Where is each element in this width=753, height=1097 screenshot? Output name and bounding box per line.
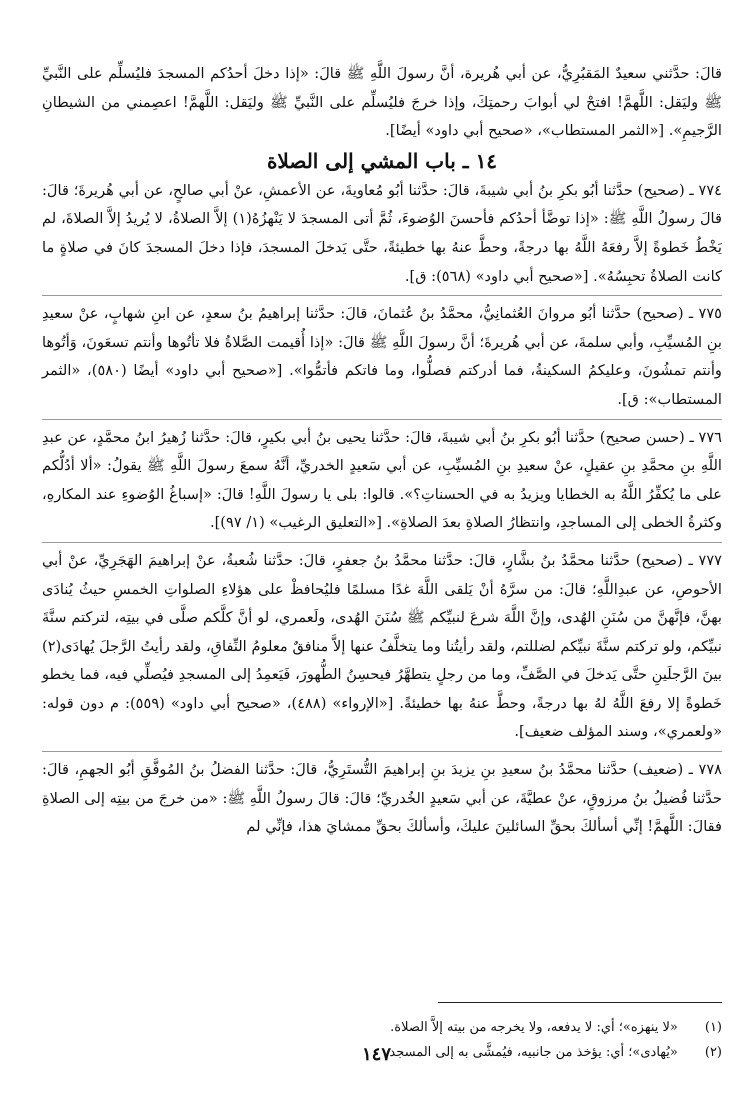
separator xyxy=(42,295,722,296)
footnote-rule xyxy=(438,1002,722,1003)
footnote-text: «لا ينهزه»؛ أي: لا يدفعه، ولا يخرجه من بيته إلاَّ الصلاة. xyxy=(390,1020,678,1035)
page-number: ١٤٧ xyxy=(361,1044,391,1065)
separator xyxy=(42,419,722,420)
footnote-text: «يُهادى»؛ أي: يؤخذ من جانبيه، فيُمشَّى به إلى المسجد. xyxy=(385,1045,678,1060)
footnote-number: (٢) xyxy=(704,1045,722,1060)
separator xyxy=(42,542,722,543)
separator xyxy=(42,751,722,752)
page-body xyxy=(42,60,722,842)
chapter-heading: ١٤ ـ باب المشي إلى الصلاة xyxy=(266,148,498,173)
footnote-number: (١) xyxy=(704,1020,722,1035)
hadith-777: ٧٧٧ ـ (صحيح) حدَّثنا محمَّدُ بنُ بشَّارٍ، قالَ: حدَّثنا محمَّدُ بنُ جعفرٍ، قالَ: حدَّثنا شُعبةُ، عنْ إبراهيمَ الهَجَرِيِّ، عنْ أبي الأحوصِ، عن عبدِاللَّهِ؛ قالَ: من سرَّهُ أنْ يَلقى اللَّهَ غدًا مسلمًا فليُحافظْ على هؤلاءِ الصلواتِ الخمسِ حيثُ يُنادَى بهنَّ، فإنَّهنَّ من سُنَنِ الهُدى، وإنَّ اللَّهَ شرعَ لنبيِّكم ﷺ سُنَنَ الهُدى، ولَعمري، لو أنَّ كلَّكم صلَّى في بيتِه، لتركتم سنَّةَ نبيِّكم، ولو تركتم سنَّةَ نبيِّكم لضللتم، ولقد رأيتُنا وما يتخلَّفُ عنها إلاَّ منافقٌ معلومُ النِّفاقِ، ولقد رأيتُ الرَّجلَ يُهادَى(٢) بينَ الرَّجلَينِ حتَّى يَدخلَ في الصَّفِّ، وما من رجلٍ يتطهَّرُ فيحسِنُ الطُّهورَ، فَيَعمِدُ إلى المسجدِ فيُصلِّي فيه، فما يخطو خَطوةً إلا رفعَ اللَّهُ لهُ بها درجةً، وحطَّ عنهُ بها خطيئةً. [«الإرواء» (٤٨٨)، «صحيح أبي داود» (٥٥٩): م دون قوله: «ولعمري»، وسند المؤلف ضعيف]. xyxy=(42,551,722,741)
hadith-775: ٧٧٥ ـ (صحيح) حدَّثنا أبُو مروانَ العُثمانِيُّ، محمَّدُ بنُ عُثمانَ، قالَ: حدَّثنا إبراهيمُ بنُ سعدٍ، عن ابنِ شهابٍ، عنْ سعيدِ بنِ المُسيِّبِ، وأبي سلمةَ، عن أبي هُريرةَ؛ أنَّ رسولَ اللَّهِ ﷺ قالَ: «إذا أُقيمت الصَّلاةُ فلا تأتُوها وأنتم تسعَونَ، وَأتُوها وأنتم تمشُونَ، وعليكمُ السكينةُ، فما أدركتم فصلُّوا، وما فاتكم فأتمُّوا». [«صحيح أبي داود» أيضًا (٥٨٠)، «الثمر المستطاب»: ق]. xyxy=(42,305,722,408)
intro-paragraph: قالَ: حدَّثني سعيدٌ المَقبُرِيُّ، عن أبي هُريرة، أنَّ رسولَ اللَّهِ ﷺ قالَ: «إذا دخلَ أحدُكم المسجدَ فليُسلِّم على النَّبيِّ ﷺ وليَقل: اللَّهمَّ! افتحْ لي أبوابَ رحمتِكَ، وإذا خرجَ فليُسلِّم على النَّبيِّ ﷺ وليَقل: اللَّهمَّ! اعصِمني من الشيطانِ الرَّجيمِ». [«الثمر المستطاب»، «صحيح أبي داود» أيضًا]. xyxy=(42,65,722,140)
hadith-774: ٧٧٤ ـ (صحيح) حدَّثنا أبُو بكرِ بنُ أبي شيبةَ، قالَ: حدَّثنا أبُو مُعاويةَ، عن الأعمشِ، عنْ أبي صالحٍ، عن أبي هُريرةَ؛ قالَ: قالَ رسولُ اللَّهِ ﷺ: «إذا توضَّأ أحدُكم فأحسنَ الوُضوءَ، ثُمَّ أتى المسجدَ لا يَنْهزُهُ(١) إلاَّ الصلاةُ، لا يُريدُ إلاَّ الصلاةَ، لم يَخْطُ خَطوةً إلاَّ رفعَهُ اللَّهُ بها درجةً، وحطَّ عنهُ بها خطيئةً، حتَّى يَدخلَ المسجدَ، فإذا دخلَ المسجدَ كانَ في صلاةٍ ما كانت الصلاةُ تحبِسُهُ». [«صحيح أبي داود» (٥٦٨): ق]. xyxy=(42,181,722,285)
hadith-778: ٧٧٨ ـ (ضعيف) حدَّثنا محمَّدُ بنُ سعيدِ بنِ يزيدَ بنِ إبراهيمَ التُّستَرِيُّ، قالَ: حدَّثنا الفضلُ بنُ المُوفَّقِ أبُو الجهمِ، قالَ: حدَّثنا فُضيلُ بنُ مرزوقٍ، عنْ عطيَّةَ، عن أبي سَعيدٍ الخُدريِّ؛ قالَ: قالَ رسولُ اللَّهِ ﷺ: «من خرجَ من بيتِه إلى الصلاةِ فقالَ: اللَّهمَّ! إنِّي أسألكَ بحقِّ السائلينَ عليكَ، وأسألكَ بحقِّ ممشايَ هذا، فإنِّي لم xyxy=(42,761,722,836)
footnote-1 xyxy=(42,1015,722,1040)
hadith-776: ٧٧٦ ـ (حسن صحيح) حدَّثنا أبُو بكرِ بنُ أبي شيبةَ، قالَ: حدَّثنا يحيى بنُ أبي بكيرٍ، قالَ: حدَّثنا زُهيرُ ابنُ محمَّدٍ، عن عبدِ اللَّهِ بنِ محمَّدِ بنِ عقيلٍ، عنْ سعيدِ بنِ المُسيِّبِ، عن أبي سَعيدٍ الخدريِّ، أنَّهُ سمعَ رسولَ اللَّهِ ﷺ يقولُ: «ألا أدُلُّكم على ما يُكفِّرُ اللَّهُ به الخطايا ويزيدُ به في الحسناتِ؟». قالوا: بلى يا رسولَ اللَّهِ! قالَ: «إسباغُ الوُضوءِ عند المكارهِ، وكثرةُ الخطى إلى المساجدِ، وانتظارُ الصلاةِ بعدَ الصلاةِ». [«التعليق الرغيب» (١/ ٩٧)]. xyxy=(42,428,722,532)
